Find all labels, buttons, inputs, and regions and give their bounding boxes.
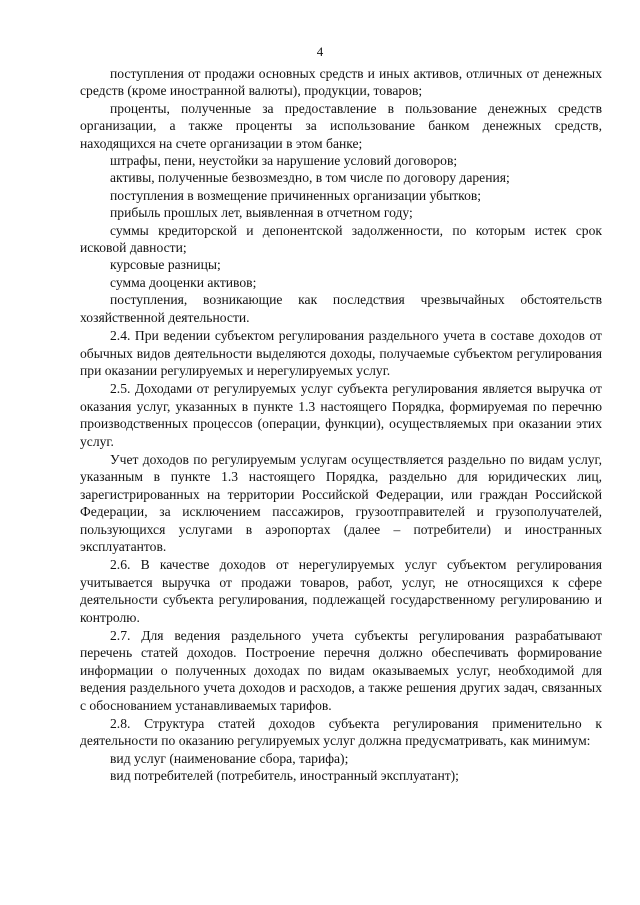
list-item: вид услуг (наименование сбора, тарифа);	[110, 750, 349, 766]
page-number: 4	[316, 44, 324, 59]
paragraph: прибыль прошлых лет, выявленная в отчетном году;	[110, 205, 413, 221]
paragraph: поступления в возмещение причиненных организации убытков;	[110, 187, 482, 203]
paragraph: Учет доходов по регулируемым услугам осуществляется раздельно по видам услуг, указанным в пункте 1.3 настоящего Порядка, раздельно для юридических лиц, зарегистрированных на территории Российской Федерации, или граждан Российской Федерации, за исключением пассажиров, грузоотправителей и грузополучателей, пользующихся услугами в аэропортах (далее – потребители) и иностранных эксплуатантов.	[80, 451, 602, 554]
paragraph: поступления, возникающие как последствия чрезвычайных обстоятельств хозяйственной деятельности.	[80, 292, 602, 325]
section-2-4: 2.4. При ведении субъектом регулирования раздельного учета в составе доходов от обычных видов деятельности выделяются доходы, получаемые субъектом регулирования при оказании регулируемых и нерегулируемых услуг.	[80, 328, 602, 378]
paragraph: проценты, полученные за предоставление в пользование денежных средств организации, а также проценты за использование банком денежных средств, находящихся на счете организации в этом банке;	[80, 100, 602, 151]
section-2-8: 2.8. Структура статей доходов субъекта регулирования применительно к деятельности по оказанию регулируемых услуг должна предусматривать, как минимум:	[80, 716, 602, 749]
paragraph: суммы кредиторской и депонентской задолженности, по которым истек срок исковой давности;	[80, 222, 602, 256]
section-2-6: 2.6. В качестве доходов от нерегулируемых услуг субъектом регулирования учитывается выручка от продажи товаров, работ, услуг, не относящихся к сфере деятельности субъекта регулирования, подлежащей государственному регулированию и контролю.	[80, 557, 602, 625]
paragraph: курсовые разницы;	[110, 257, 221, 273]
section-2-7: 2.7. Для ведения раздельного учета субъекты регулирования разрабатывают перечень статей доходов. Построение перечня должно обеспечивать формирование информации о полученных доходах по видам оказываемых услуг, необходимой для ведения раздельного учета доходов и расходов, а также решения других задач, связанных с обоснованием устанавливаемых тарифов.	[80, 628, 602, 713]
paragraph: поступления от продажи основных средств и иных активов, отличных от денежных средств (кроме иностранной валюты), продукции, товаров;	[80, 66, 602, 99]
document-body	[80, 65, 602, 785]
paragraph: активы, полученные безвозмездно, в том числе по договору дарения;	[110, 170, 510, 186]
paragraph: сумма дооценки активов;	[110, 274, 257, 290]
section-2-5: 2.5. Доходами от регулируемых услуг субъекта регулирования является выручка от оказания услуг, указанных в пункте 1.3 настоящего Порядка, формируемая по перечню производственных процессов (операции, функции), осуществляемых при оказании этих услуг.	[80, 381, 602, 449]
list-item: вид потребителей (потребитель, иностранный эксплуатант);	[110, 768, 459, 784]
paragraph: штрафы, пени, неустойки за нарушение условий договоров;	[110, 153, 458, 169]
